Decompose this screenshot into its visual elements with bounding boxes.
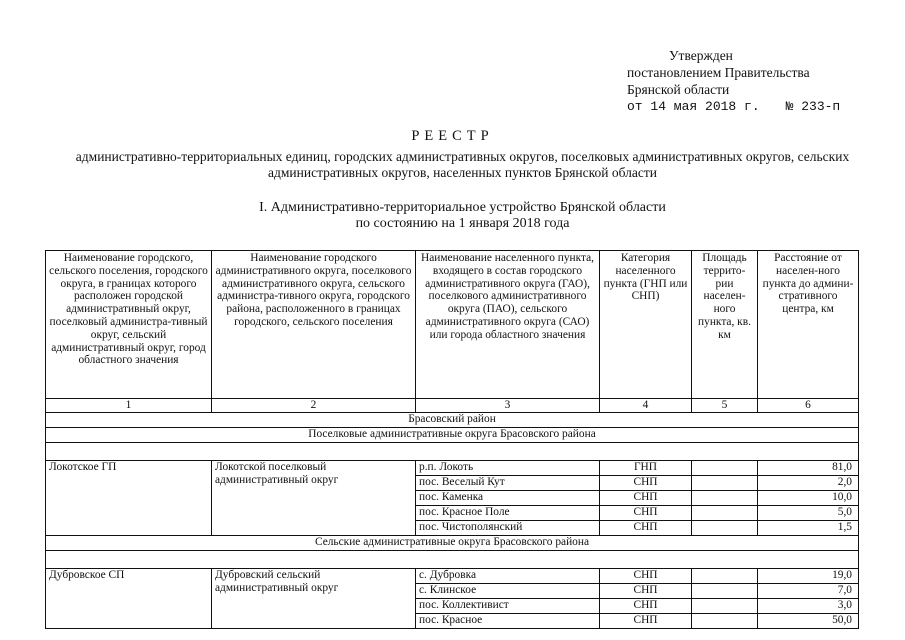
header-category: Категория населенного пункта (ГНП или СНП): [600, 251, 692, 399]
locality-name: пос. Веселый Кут: [416, 476, 600, 491]
approval-block: [627, 47, 897, 115]
locality-name: пос. Красное: [416, 614, 600, 629]
approval-line-3: Брянской области: [627, 82, 730, 97]
district-row: [46, 413, 859, 428]
locality-distance: 19,0: [758, 569, 859, 584]
locality-area: [692, 599, 758, 614]
group-heading: Сельские административные округа Брасовского района: [46, 536, 859, 551]
locality-distance: 10,0: [758, 491, 859, 506]
locality-category: СНП: [600, 521, 692, 536]
approval-line-2: постановлением Правительства: [627, 65, 810, 80]
document-title: РЕЕСТР: [411, 128, 494, 144]
column-number: 4: [600, 399, 692, 413]
table-header-row: [46, 251, 859, 399]
locality-area: [692, 506, 758, 521]
approval-date: от 14 мая 2018 г.: [627, 99, 760, 114]
locality-area: [692, 569, 758, 584]
locality-category: СНП: [600, 599, 692, 614]
locality-name: с. Дубровка: [416, 569, 600, 584]
column-number-row: [46, 399, 859, 413]
locality-category: СНП: [600, 476, 692, 491]
locality-area: [692, 521, 758, 536]
section-date: по состоянию на 1 января 2018 года: [355, 216, 570, 231]
locality-name: пос. Каменка: [416, 491, 600, 506]
locality-distance: 3,0: [758, 599, 859, 614]
locality-name: пос. Чистополянский: [416, 521, 600, 536]
group-heading-row: [46, 428, 859, 443]
section-title: I. Административно-территориальное устройство Брянской области: [259, 200, 666, 215]
locality-distance: 1,5: [758, 521, 859, 536]
approval-number: № 233-п: [785, 99, 841, 114]
locality-category: СНП: [600, 506, 692, 521]
locality-area: [692, 476, 758, 491]
locality-distance: 50,0: [758, 614, 859, 629]
header-settlement: Наименование городского, сельского поселения, городского округа, в границах которого расположен городской административный округ, поселковый администра-тивный округ, сельский административный округ, город областного значения: [46, 251, 212, 399]
locality-category: ГНП: [600, 461, 692, 476]
group-heading-row: [46, 536, 859, 551]
locality-area: [692, 461, 758, 476]
locality-category: СНП: [600, 569, 692, 584]
locality-category: СНП: [600, 491, 692, 506]
locality-name: с. Клинское: [416, 584, 600, 599]
column-number: 1: [46, 399, 212, 413]
column-number: 6: [758, 399, 859, 413]
locality-name: р.п. Локоть: [416, 461, 600, 476]
column-number: 5: [692, 399, 758, 413]
approval-line-1: Утвержден: [669, 48, 733, 63]
locality-name: пос. Коллективист: [416, 599, 600, 614]
spacer-row: [46, 551, 859, 569]
column-number: 3: [416, 399, 600, 413]
locality-category: СНП: [600, 614, 692, 629]
table-row: [46, 569, 859, 584]
locality-distance: 5,0: [758, 506, 859, 521]
section-heading: [60, 200, 865, 232]
locality-distance: 2,0: [758, 476, 859, 491]
locality-area: [692, 614, 758, 629]
approval-date-line: [627, 98, 897, 115]
locality-area: [692, 491, 758, 506]
okrug-name: Дубровский сельский административный округ: [212, 569, 416, 629]
locality-distance: 81,0: [758, 461, 859, 476]
header-distance: Расстояние от населен-ного пункта до админи-стративного центра, км: [758, 251, 859, 399]
column-number: 2: [212, 399, 416, 413]
okrug-name: Локотской поселковый административный округ: [212, 461, 416, 536]
spacer-row: [46, 443, 859, 461]
header-locality: Наименование населенного пункта, входящего в состав городского административного округа (ГАО), поселкового административного округа (ПАО), сельского административного округа (САО) или города областного значения: [416, 251, 600, 399]
locality-area: [692, 584, 758, 599]
locality-distance: 7,0: [758, 584, 859, 599]
locality-category: СНП: [600, 584, 692, 599]
document-subtitle: административно-территориальных единиц, городских административных округов, поселковых административных округов, сельских административных округов, населенных пунктов Брянской области: [75, 149, 850, 180]
settlement-name: Дубровское СП: [46, 569, 212, 629]
header-okrug: Наименование городского административного округа, поселкового административного округа, сельского администра-тивного округа, городского района, расположенного в границах городского, сельского поселения: [212, 251, 416, 399]
locality-name: пос. Красное Поле: [416, 506, 600, 521]
header-area: Площадь террито-рии населен-ного пункта, кв. км: [692, 251, 758, 399]
settlement-name: Локотское ГП: [46, 461, 212, 536]
district-name: Брасовский район: [46, 413, 859, 428]
registry-table: [45, 250, 859, 629]
table-row: [46, 461, 859, 476]
group-heading: Поселковые административные округа Брасовского района: [46, 428, 859, 443]
